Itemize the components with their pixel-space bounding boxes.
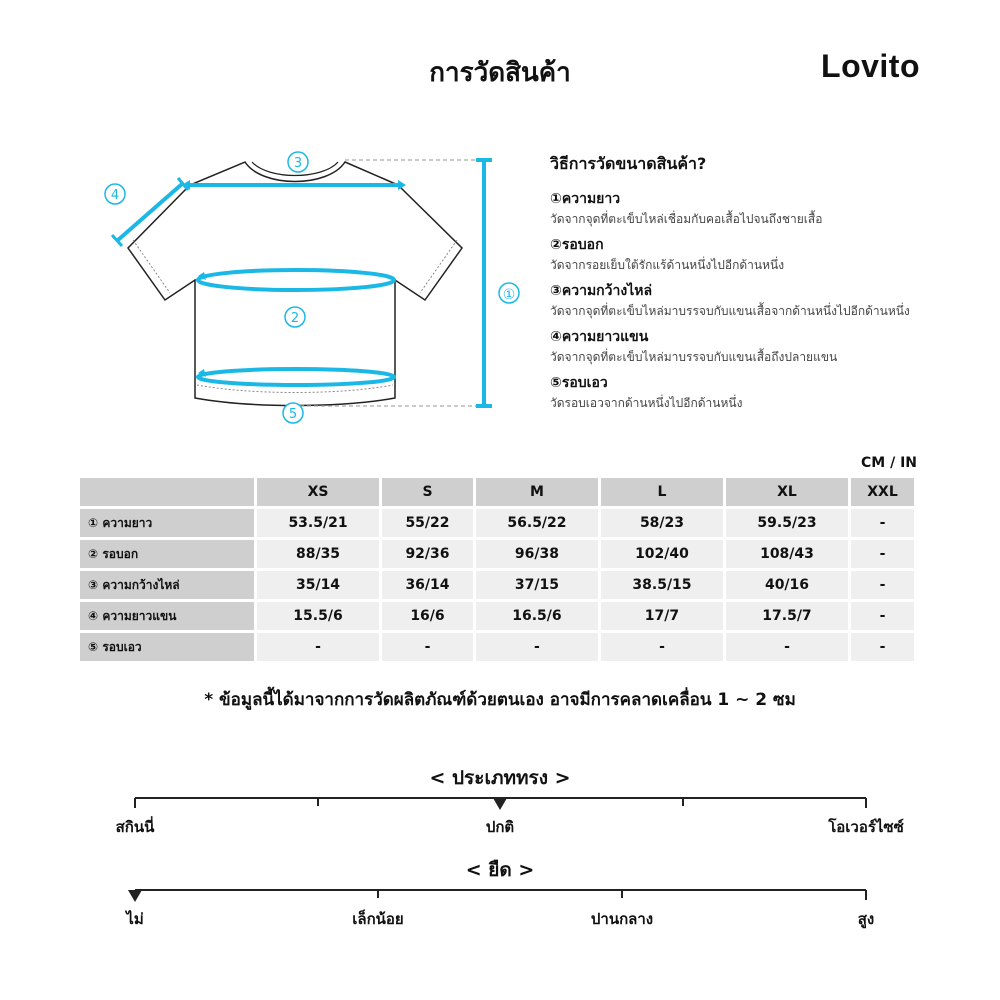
row-label: ① ความยาว — [80, 509, 254, 537]
marker-5 — [283, 403, 303, 423]
fit-scale-bar — [0, 792, 1000, 812]
table-cell: 36/14 — [382, 571, 473, 599]
row-label: ③ ความกว้างไหล่ — [80, 571, 254, 599]
size-col-s: S — [382, 478, 473, 506]
svg-text:5: 5 — [288, 407, 298, 422]
guide-item-desc: วัดรอบเอวจากด้านหนึ่งไปอีกด้านหนึ่ง — [550, 396, 743, 410]
table-row — [80, 633, 914, 661]
table-row — [80, 540, 914, 568]
size-col-xs: XS — [257, 478, 379, 506]
table-cell: 53.5/21 — [257, 509, 379, 537]
guide-item-shoulder — [550, 281, 970, 321]
table-cell: 17/7 — [601, 602, 723, 630]
table-cell: 37/15 — [476, 571, 598, 599]
guide-item-desc: วัดจากจุดที่ตะเข็บไหล่มาบรรจบกับแขนเสื้อถึงปลายแขน — [550, 350, 838, 364]
guide-item-name: ①ความยาว — [550, 191, 621, 207]
table-cell: 56.5/22 — [476, 509, 598, 537]
stretch-scale-bar — [0, 884, 1000, 904]
guide-item-name: ⑤รอบเอว — [550, 375, 608, 391]
svg-text:①: ① — [502, 287, 516, 303]
guide-item-name: ③ความกว้างไหล่ — [550, 283, 653, 299]
row-label: ⑤ รอบเอว — [80, 633, 254, 661]
guide-item-chest — [550, 235, 970, 275]
unit-label: CM / IN — [861, 455, 917, 471]
table-cell: - — [476, 633, 598, 661]
table-header-row — [80, 478, 914, 506]
table-cell: - — [257, 633, 379, 661]
table-cell: - — [726, 633, 848, 661]
size-col-xxl: XXL — [851, 478, 914, 506]
svg-text:3: 3 — [293, 156, 303, 171]
measurement-note: * ข้อมูลนี้ได้มาจากการวัดผลิตภัณฑ์ด้วยตนเอง อาจมีการคลาดเคลื่อน 1 ~ 2 ซม — [204, 690, 796, 710]
guide-item-desc: วัดจากจุดที่ตะเข็บไหล่เชื่อมกับคอเสื้อไปจนถึงชายเสื้อ — [550, 212, 823, 226]
table-cell: 16.5/6 — [476, 602, 598, 630]
table-row — [80, 602, 914, 630]
table-cell: 35/14 — [257, 571, 379, 599]
table-cell: 96/38 — [476, 540, 598, 568]
fit-label-oversize: โอเวอร์ไซซ์ — [828, 818, 904, 836]
guide-item-desc: วัดจากรอยเย็บใต้รักแร้ด้านหนึ่งไปอีกด้านหนึ่ง — [550, 258, 785, 272]
brand-logo: Lovito — [821, 48, 920, 84]
row-label: ④ ความยาวแขน — [80, 602, 254, 630]
table-cell: 59.5/23 — [726, 509, 848, 537]
stretch-label-medium: ปานกลาง — [590, 910, 654, 928]
table-cell: - — [382, 633, 473, 661]
guide-item-sleeve — [550, 327, 970, 367]
measurement-guide — [550, 152, 970, 419]
row-label: ② รอบอก — [80, 540, 254, 568]
guide-item-name: ④ความยาวแขน — [550, 329, 649, 345]
table-cell: 58/23 — [601, 509, 723, 537]
table-cell: - — [851, 509, 914, 537]
fit-label-skinny: สกินนี่ — [115, 818, 155, 836]
stretch-label-none: ไม่ — [126, 910, 144, 928]
fit-label-regular: ปกติ — [485, 818, 515, 836]
guide-title: วิธีการวัดขนาดสินค้า? — [550, 154, 707, 173]
stretch-label-slight: เล็กน้อย — [352, 910, 404, 928]
stretch-label-high: สูง — [857, 910, 875, 928]
page-title: การวัดสินค้า — [429, 58, 571, 88]
table-cell: - — [851, 540, 914, 568]
size-table — [77, 475, 917, 664]
table-cell: - — [601, 633, 723, 661]
table-cell: 38.5/15 — [601, 571, 723, 599]
stretch-scale-title: < ยืด > — [465, 859, 535, 881]
size-col-l: L — [601, 478, 723, 506]
table-cell: 15.5/6 — [257, 602, 379, 630]
table-cell: 108/43 — [726, 540, 848, 568]
table-cell: 55/22 — [382, 509, 473, 537]
svg-text:2: 2 — [290, 311, 300, 326]
table-cell: 102/40 — [601, 540, 723, 568]
guide-item-waist — [550, 373, 970, 413]
table-cell: 16/6 — [382, 602, 473, 630]
marker-4 — [105, 184, 125, 204]
marker-3 — [288, 152, 308, 172]
fit-scale-title: < ประเภททรง > — [429, 767, 571, 789]
table-cell: 92/36 — [382, 540, 473, 568]
table-cell: 88/35 — [257, 540, 379, 568]
table-corner — [80, 478, 254, 506]
marker-1 — [499, 283, 519, 303]
table-row — [80, 509, 914, 537]
svg-text:4: 4 — [110, 188, 120, 203]
guide-item-desc: วัดจากจุดที่ตะเข็บไหล่มาบรรจบกับแขนเสื้อจากด้านหนึ่งไปอีกด้านหนึ่ง — [550, 304, 910, 318]
tshirt-diagram — [90, 140, 530, 430]
table-cell: - — [851, 602, 914, 630]
table-cell: 40/16 — [726, 571, 848, 599]
table-cell: - — [851, 633, 914, 661]
guide-item-length — [550, 189, 970, 229]
fit-scale-pointer — [493, 798, 507, 810]
stretch-scale-pointer — [128, 890, 142, 902]
table-cell: - — [851, 571, 914, 599]
marker-2 — [285, 307, 305, 327]
size-col-m: M — [476, 478, 598, 506]
guide-item-name: ②รอบอก — [550, 237, 604, 253]
table-row — [80, 571, 914, 599]
size-col-xl: XL — [726, 478, 848, 506]
table-cell: 17.5/7 — [726, 602, 848, 630]
